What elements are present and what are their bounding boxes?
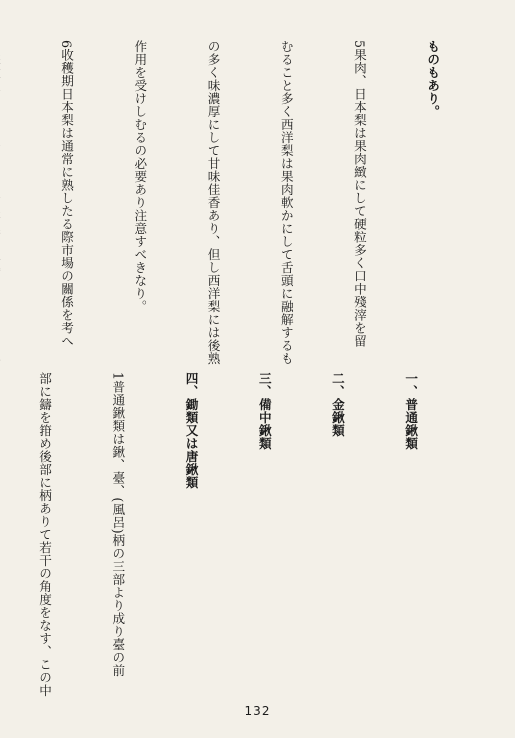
lower-text-block xyxy=(37,372,471,697)
upper-text-block xyxy=(18,40,493,365)
page-number: 132 xyxy=(244,704,271,718)
text-line: むること多く西洋梨は果肉軟かにして舌頭に融解するも xyxy=(278,40,294,365)
text-line: の多く味濃厚にして甘味佳香あり、但し西洋梨には後熟 xyxy=(205,40,221,365)
text-line: ものもあり。 xyxy=(425,40,441,118)
category-heading: 三、備中鍬類 xyxy=(256,372,272,450)
text-line: 1普通鍬類は鍬、臺、(風呂)柄の三部より成り臺の前 xyxy=(110,372,126,678)
category-heading: 一、普通鍬類 xyxy=(403,372,419,450)
category-heading: 二、金鍬類 xyxy=(329,372,345,437)
text-line: 6收穫期日本梨は通常に熟したる際市場の關係を考へ xyxy=(59,40,75,348)
text-line: 作用を受けしむるの必要あり注意すべきなり。 xyxy=(132,40,148,313)
text-line xyxy=(0,40,5,340)
text-line: 部に鑄を箝め後部に柄ありて若干の角度をなす、この中 xyxy=(37,372,53,697)
category-heading: 四、鋤類又は唐鍬類 xyxy=(183,372,199,489)
text-line: 5果肉、日本梨は果肉緻にして硬粒多く口中殘滓を留 xyxy=(351,40,367,348)
